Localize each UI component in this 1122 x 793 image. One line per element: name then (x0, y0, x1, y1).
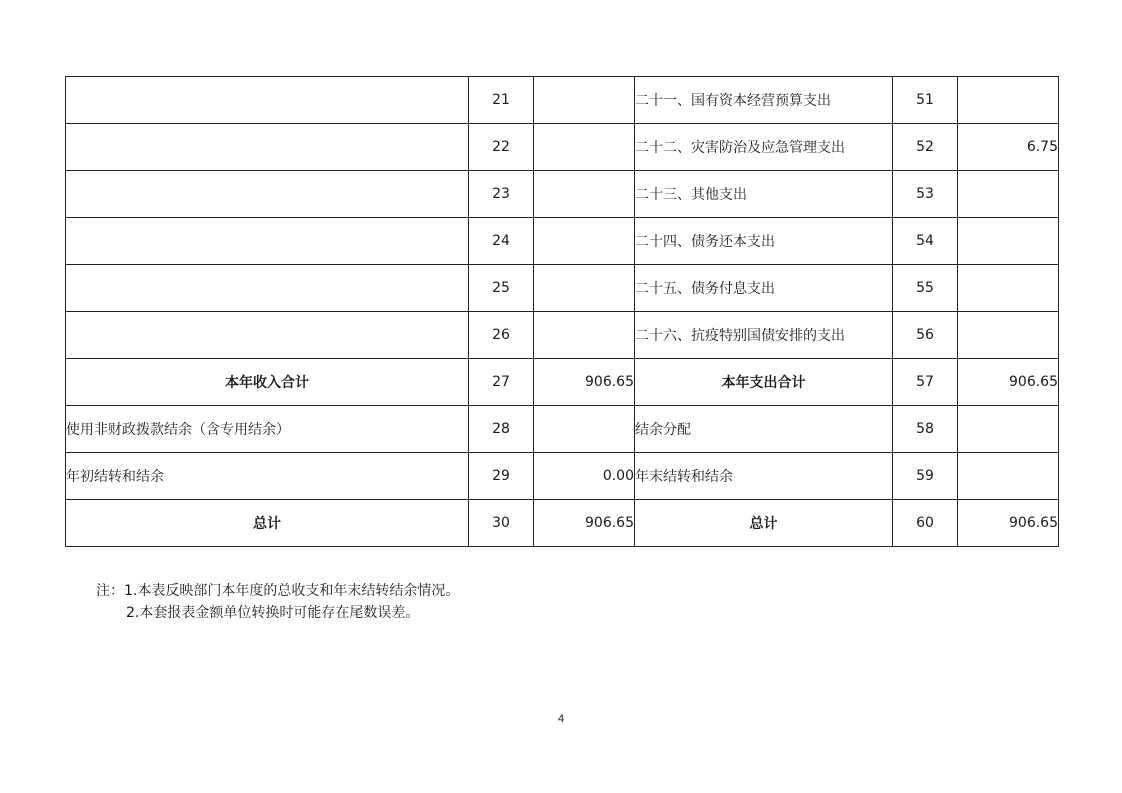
table-body (66, 77, 1059, 547)
income-row-number-cell: 30 (469, 500, 534, 547)
expense-item-cell: 本年支出合计 (635, 359, 893, 406)
income-amount-cell: 906.65 (534, 500, 635, 547)
expense-row-number-cell: 53 (893, 171, 958, 218)
expense-item-cell: 结余分配 (635, 406, 893, 453)
expense-row-number-cell: 54 (893, 218, 958, 265)
table-row (66, 218, 1059, 265)
income-row-number-cell: 29 (469, 453, 534, 500)
expense-row-number-cell: 60 (893, 500, 958, 547)
expense-row-number-cell: 51 (893, 77, 958, 124)
income-amount-cell (534, 124, 635, 171)
expense-amount-cell (958, 312, 1059, 359)
expense-item-cell: 二十三、其他支出 (635, 171, 893, 218)
income-amount-cell (534, 312, 635, 359)
notes (96, 580, 459, 624)
expense-row-number-cell: 55 (893, 265, 958, 312)
page-number: 4 (557, 713, 565, 725)
table-row (66, 124, 1059, 171)
table-row (66, 500, 1059, 547)
note-line-1: 注：1.本表反映部门本年度的总收支和年末结转结余情况。 (96, 583, 460, 599)
income-amount-cell (534, 406, 635, 453)
expense-row-number-cell: 56 (893, 312, 958, 359)
table-row (66, 77, 1059, 124)
expense-row-number-cell: 59 (893, 453, 958, 500)
income-row-number-cell: 22 (469, 124, 534, 171)
income-item-cell: 使用非财政拨款结余（含专用结余） (66, 406, 469, 453)
income-row-number-cell: 24 (469, 218, 534, 265)
table-row (66, 265, 1059, 312)
table-row (66, 171, 1059, 218)
income-item-cell: 年初结转和结余 (66, 453, 469, 500)
expense-item-cell: 二十四、债务还本支出 (635, 218, 893, 265)
budget-summary-table (65, 76, 1059, 547)
expense-row-number-cell: 52 (893, 124, 958, 171)
income-amount-cell (534, 218, 635, 265)
expense-amount-cell (958, 171, 1059, 218)
table-row (66, 453, 1059, 500)
expense-row-number-cell: 58 (893, 406, 958, 453)
income-item-cell (66, 218, 469, 265)
income-item-cell (66, 265, 469, 312)
income-item-cell: 总计 (66, 500, 469, 547)
expense-item-cell: 年末结转和结余 (635, 453, 893, 500)
expense-amount-cell (958, 218, 1059, 265)
income-amount-cell: 906.65 (534, 359, 635, 406)
income-row-number-cell: 23 (469, 171, 534, 218)
expense-amount-cell: 906.65 (958, 500, 1059, 547)
expense-item-cell: 二十二、灾害防治及应急管理支出 (635, 124, 893, 171)
expense-item-cell: 二十六、抗疫特别国债安排的支出 (635, 312, 893, 359)
table-row (66, 312, 1059, 359)
expense-amount-cell: 6.75 (958, 124, 1059, 171)
expense-row-number-cell: 57 (893, 359, 958, 406)
note-line-2: 2.本套报表金额单位转换时可能存在尾数误差。 (126, 605, 420, 621)
expense-item-cell: 二十一、国有资本经营预算支出 (635, 77, 893, 124)
income-row-number-cell: 25 (469, 265, 534, 312)
table-row (66, 406, 1059, 453)
income-amount-cell (534, 77, 635, 124)
income-row-number-cell: 28 (469, 406, 534, 453)
income-item-cell: 本年收入合计 (66, 359, 469, 406)
income-item-cell (66, 171, 469, 218)
income-row-number-cell: 27 (469, 359, 534, 406)
income-row-number-cell: 21 (469, 77, 534, 124)
income-amount-cell (534, 265, 635, 312)
table-row (66, 359, 1059, 406)
income-item-cell (66, 124, 469, 171)
expense-amount-cell (958, 77, 1059, 124)
income-amount-cell: 0.00 (534, 453, 635, 500)
expense-amount-cell (958, 406, 1059, 453)
expense-amount-cell: 906.65 (958, 359, 1059, 406)
income-item-cell (66, 312, 469, 359)
expense-amount-cell (958, 453, 1059, 500)
income-amount-cell (534, 171, 635, 218)
expense-amount-cell (958, 265, 1059, 312)
expense-item-cell: 二十五、债务付息支出 (635, 265, 893, 312)
expense-item-cell: 总计 (635, 500, 893, 547)
income-row-number-cell: 26 (469, 312, 534, 359)
income-item-cell (66, 77, 469, 124)
